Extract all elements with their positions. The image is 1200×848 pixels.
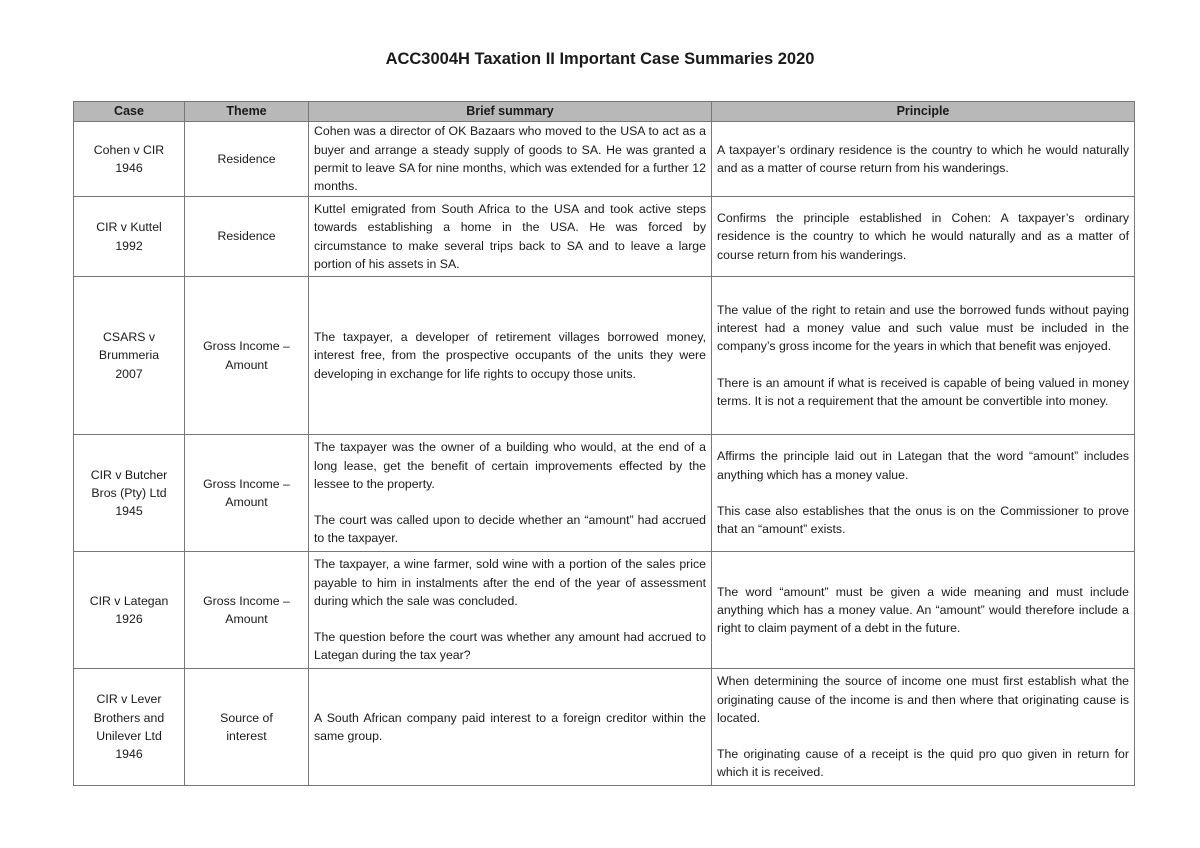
case-name-line: Brummeria (98, 348, 160, 363)
summary-cell (309, 122, 712, 197)
case-year-line: 1946 (115, 747, 143, 762)
principle-paragraph: Affirms the principle laid out in Lategan that the word “amount” includes anything which has a money value. (717, 449, 1129, 482)
principle-cell (712, 197, 1135, 277)
summary-paragraph: The question before the court was whether any amount had accrued to Lategan during the tax year? (314, 630, 706, 663)
case-name-line: Unilever Ltd (96, 729, 162, 743)
table-header-row (74, 102, 1135, 122)
table-row (74, 435, 1135, 552)
summary-cell (309, 552, 712, 669)
theme-cell (185, 552, 309, 669)
theme-cell (185, 669, 309, 786)
principle-cell (712, 552, 1135, 669)
summary-paragraph: Kuttel emigrated from South Africa to the USA and took active steps towards establishing a home in the USA. He was forced by circumstance to make several trips back to SA and to leave a large portion of his assets in SA. (314, 201, 706, 271)
principle-paragraph: There is an amount if what is received is capable of being valued in money terms. It is not a requirement that the amount be convertible into money. (717, 375, 1129, 408)
case-name-line: Bros (Pty) Ltd (91, 485, 167, 500)
case-name-line: CIR v Lategan (89, 593, 169, 608)
case-cell (74, 277, 185, 435)
case-cell (74, 122, 185, 197)
theme-line: Amount (225, 357, 268, 372)
case-year-line: 2007 (115, 366, 143, 381)
theme-line: Gross Income – (203, 593, 290, 608)
summary-paragraph: The taxpayer, a developer of retirement villages borrowed money, interest free, from the prospective occupants of the units they were developing in exchange for life rights to occupy those units. (314, 330, 706, 381)
theme-line: interest (226, 729, 267, 743)
case-cell (74, 435, 185, 552)
principle-paragraph: The originating cause of a receipt is the quid pro quo given in return for which it is received. (717, 747, 1129, 780)
principle-paragraph: The value of the right to retain and use the borrowed funds without paying interest had a money value and such value must be included in the company’s gross income for the years in which that benefit was enjoyed. (717, 302, 1129, 354)
summary-paragraph: The taxpayer, a wine farmer, sold wine with a portion of the sales price payable to him in instalments after the end of the year of assessment during which the sale was concluded. (314, 557, 706, 608)
header-theme: Theme (185, 102, 309, 122)
case-name-line: CIR v Butcher (90, 467, 168, 482)
case-year-line: 1926 (115, 612, 143, 626)
summary-cell (309, 197, 712, 277)
theme-cell (185, 435, 309, 552)
principle-paragraph: A taxpayer’s ordinary residence is the country to which he would naturally and as a matter of course return from his wanderings. (717, 142, 1129, 175)
theme-cell (185, 277, 309, 435)
case-name-line: Brothers and (93, 710, 165, 725)
principle-paragraph: This case also establishes that the onus is on the Commissioner to prove that an “amount” exists. (717, 504, 1129, 537)
principle-paragraph: The word “amount” must be given a wide meaning and must include anything which has a money value. An “amount” would therefore include a right to claim payment of a debt in the future. (717, 584, 1129, 636)
theme-line: Residence (217, 151, 276, 166)
case-summaries-table (73, 101, 1135, 786)
case-cell (74, 552, 185, 669)
principle-cell (712, 435, 1135, 552)
theme-line: Residence (217, 229, 276, 244)
header-brief-summary: Brief summary (309, 102, 712, 122)
table-row (74, 197, 1135, 277)
case-name-line: Cohen v CIR (93, 142, 165, 157)
principle-paragraph: Confirms the principle established in Cohen: A taxpayer’s ordinary residence is the country to which he would naturally and as a matter of course return from his wanderings. (717, 211, 1129, 262)
principle-cell (712, 122, 1135, 197)
summary-cell (309, 669, 712, 786)
header-principle: Principle (712, 102, 1135, 122)
principle-paragraph: When determining the source of income one must first establish what the originating cause of the income is and then where that originating cause is located. (717, 674, 1129, 725)
table-row (74, 669, 1135, 786)
summary-cell (309, 277, 712, 435)
case-cell (74, 669, 185, 786)
document-title: ACC3004H Taxation II Important Case Summaries 2020 (385, 50, 815, 68)
theme-line: Gross Income – (203, 476, 290, 491)
summary-paragraph: The taxpayer was the owner of a building who would, at the end of a long lease, get the benefit of certain improvements effected by the lessee to the property. (314, 440, 706, 491)
case-name-line: CSARS v (103, 330, 155, 345)
summary-cell (309, 435, 712, 552)
summary-paragraph: Cohen was a director of OK Bazaars who moved to the USA to act as a buyer and arrange a steady supply of goods to SA. He was granted a permit to leave SA for nine months, which was extended for a further 12 months. (314, 124, 706, 194)
case-year-line: 1992 (115, 238, 143, 253)
theme-line: Gross Income – (203, 339, 290, 354)
principle-cell (712, 669, 1135, 786)
theme-line: Amount (225, 495, 268, 509)
table-row (74, 277, 1135, 435)
case-name-line: CIR v Kuttel (96, 220, 162, 235)
summary-paragraph: A South African company paid interest to a foreign creditor within the same group. (314, 710, 706, 743)
table-row (74, 122, 1135, 197)
case-year-line: 1946 (115, 161, 143, 175)
case-cell (74, 197, 185, 277)
case-year-line: 1945 (115, 504, 143, 519)
summary-paragraph: The court was called upon to decide whether an “amount” had accrued to the taxpayer. (314, 513, 706, 546)
case-name-line: CIR v Lever (96, 692, 162, 707)
theme-cell (185, 122, 309, 197)
theme-cell (185, 197, 309, 277)
header-case: Case (74, 102, 185, 122)
principle-cell (712, 277, 1135, 435)
table-row (74, 552, 1135, 669)
theme-line: Amount (225, 612, 268, 626)
theme-line: Source of (220, 710, 273, 725)
